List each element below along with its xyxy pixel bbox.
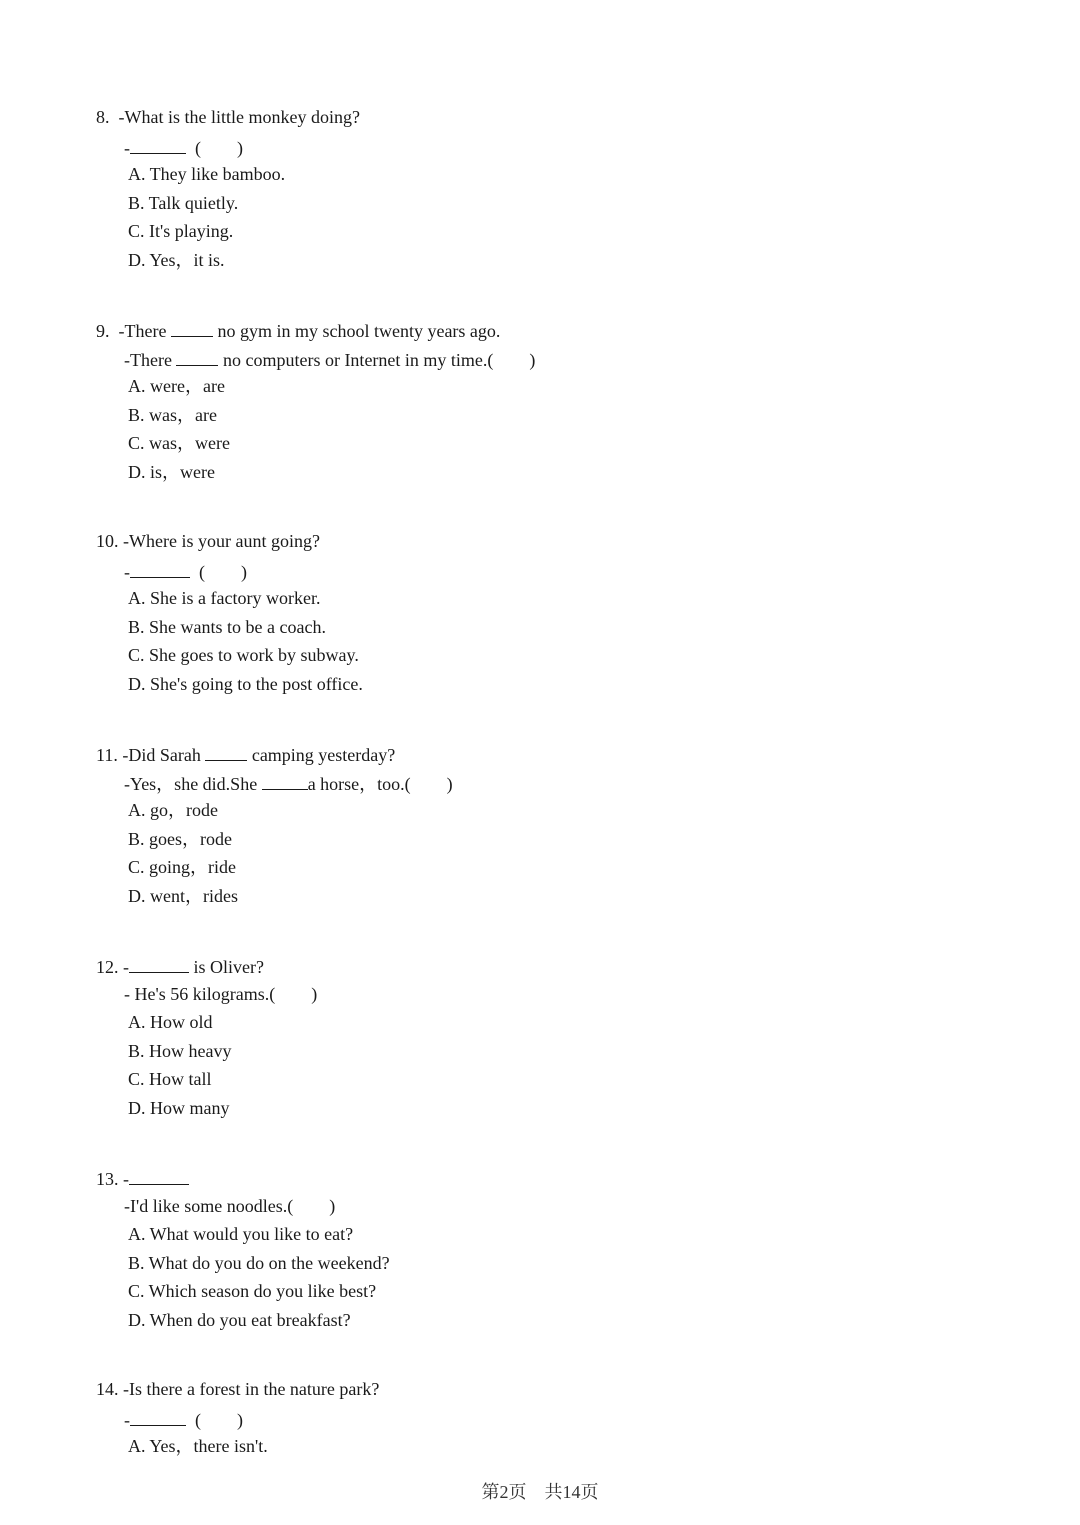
answer-blank[interactable] [130, 135, 186, 154]
option-d[interactable]: D. She's going to the post office. [128, 674, 363, 694]
question-prompt: -Where is your aunt going? [123, 531, 320, 551]
question-13-stem: 13. - [96, 1166, 189, 1190]
question-12-stem: 12. - is Oliver? [96, 954, 264, 978]
question-prompt: -Is there a forest in the nature park? [123, 1379, 380, 1399]
question-11-stem: 11. -Did Sarah camping yesterday? [96, 742, 395, 766]
question-13-line2: -I'd like some noodles.( ) [124, 1196, 336, 1216]
option-c[interactable]: C. How tall [128, 1069, 212, 1089]
option-a[interactable]: A. were，are [128, 376, 225, 396]
option-d[interactable]: D. is，were [128, 462, 215, 482]
option-a[interactable]: A. How old [128, 1012, 213, 1032]
option-d[interactable]: D. Yes，it is. [128, 250, 225, 270]
question-number: 9. [96, 321, 110, 341]
option-c[interactable]: C. was，were [128, 433, 230, 453]
option-b[interactable]: B. goes，rode [128, 829, 232, 849]
answer-paren[interactable]: ( ) [269, 984, 318, 1004]
answer-blank[interactable] [129, 954, 189, 973]
option-b[interactable]: B. How heavy [128, 1041, 232, 1061]
option-a[interactable]: A. She is a factory worker. [128, 588, 321, 608]
question-prompt: -What is the little monkey doing? [118, 107, 360, 127]
question-8-stem [96, 106, 360, 128]
question-number: 14. [96, 1379, 119, 1399]
answer-blank[interactable] [176, 347, 218, 366]
question-8-response: - ( ) [124, 135, 243, 159]
answer-blank[interactable] [262, 771, 308, 790]
answer-paren[interactable]: ( ) [195, 138, 243, 158]
answer-blank[interactable] [205, 742, 247, 761]
option-d[interactable]: D. went，rides [128, 886, 238, 906]
question-12-line2: - He's 56 kilograms.( ) [124, 984, 318, 1004]
option-d[interactable]: D. How many [128, 1098, 230, 1118]
option-c[interactable]: C. She goes to work by subway. [128, 645, 359, 665]
question-9-line2: -There no computers or Internet in my time.( ) [124, 347, 535, 371]
question-9-stem: 9. -There no gym in my school twenty years ago. [96, 318, 500, 342]
question-14-response: - ( ) [124, 1407, 243, 1431]
option-a[interactable]: A. Yes，there isn't. [128, 1436, 268, 1456]
answer-paren[interactable]: ( ) [199, 562, 247, 582]
answer-blank[interactable] [171, 318, 213, 337]
answer-paren[interactable]: ( ) [195, 1410, 243, 1430]
question-10-response: - ( ) [124, 559, 247, 583]
answer-blank[interactable] [130, 559, 190, 578]
option-a[interactable]: A. They like bamboo. [128, 164, 286, 184]
answer-blank[interactable] [130, 1407, 186, 1426]
question-number: 8. [96, 107, 110, 127]
question-10-stem [96, 530, 320, 552]
question-number: 11. [96, 745, 118, 765]
answer-paren[interactable]: ( ) [287, 1196, 336, 1216]
page-footer: 第2页 共14页 [481, 1482, 599, 1502]
answer-paren[interactable]: ( ) [487, 350, 536, 370]
option-c[interactable]: C. Which season do you like best? [128, 1281, 377, 1301]
question-number: 13. [96, 1169, 119, 1189]
question-14-stem [96, 1378, 379, 1400]
option-b[interactable]: B. What do you do on the weekend? [128, 1253, 390, 1273]
question-11-line2: -Yes，she did.She a horse，too.( ) [124, 771, 453, 795]
question-number: 10. [96, 531, 119, 551]
option-c[interactable]: C. It's playing. [128, 221, 234, 241]
answer-paren[interactable]: ( ) [404, 774, 453, 794]
option-a[interactable]: A. What would you like to eat? [128, 1224, 354, 1244]
answer-blank[interactable] [129, 1166, 189, 1185]
option-b[interactable]: B. Talk quietly. [128, 193, 239, 213]
option-c[interactable]: C. going，ride [128, 857, 236, 877]
option-b[interactable]: B. She wants to be a coach. [128, 617, 326, 637]
option-d[interactable]: D. When do you eat breakfast? [128, 1310, 351, 1330]
option-a[interactable]: A. go，rode [128, 800, 218, 820]
question-number: 12. [96, 957, 119, 977]
option-b[interactable]: B. was，are [128, 405, 217, 425]
